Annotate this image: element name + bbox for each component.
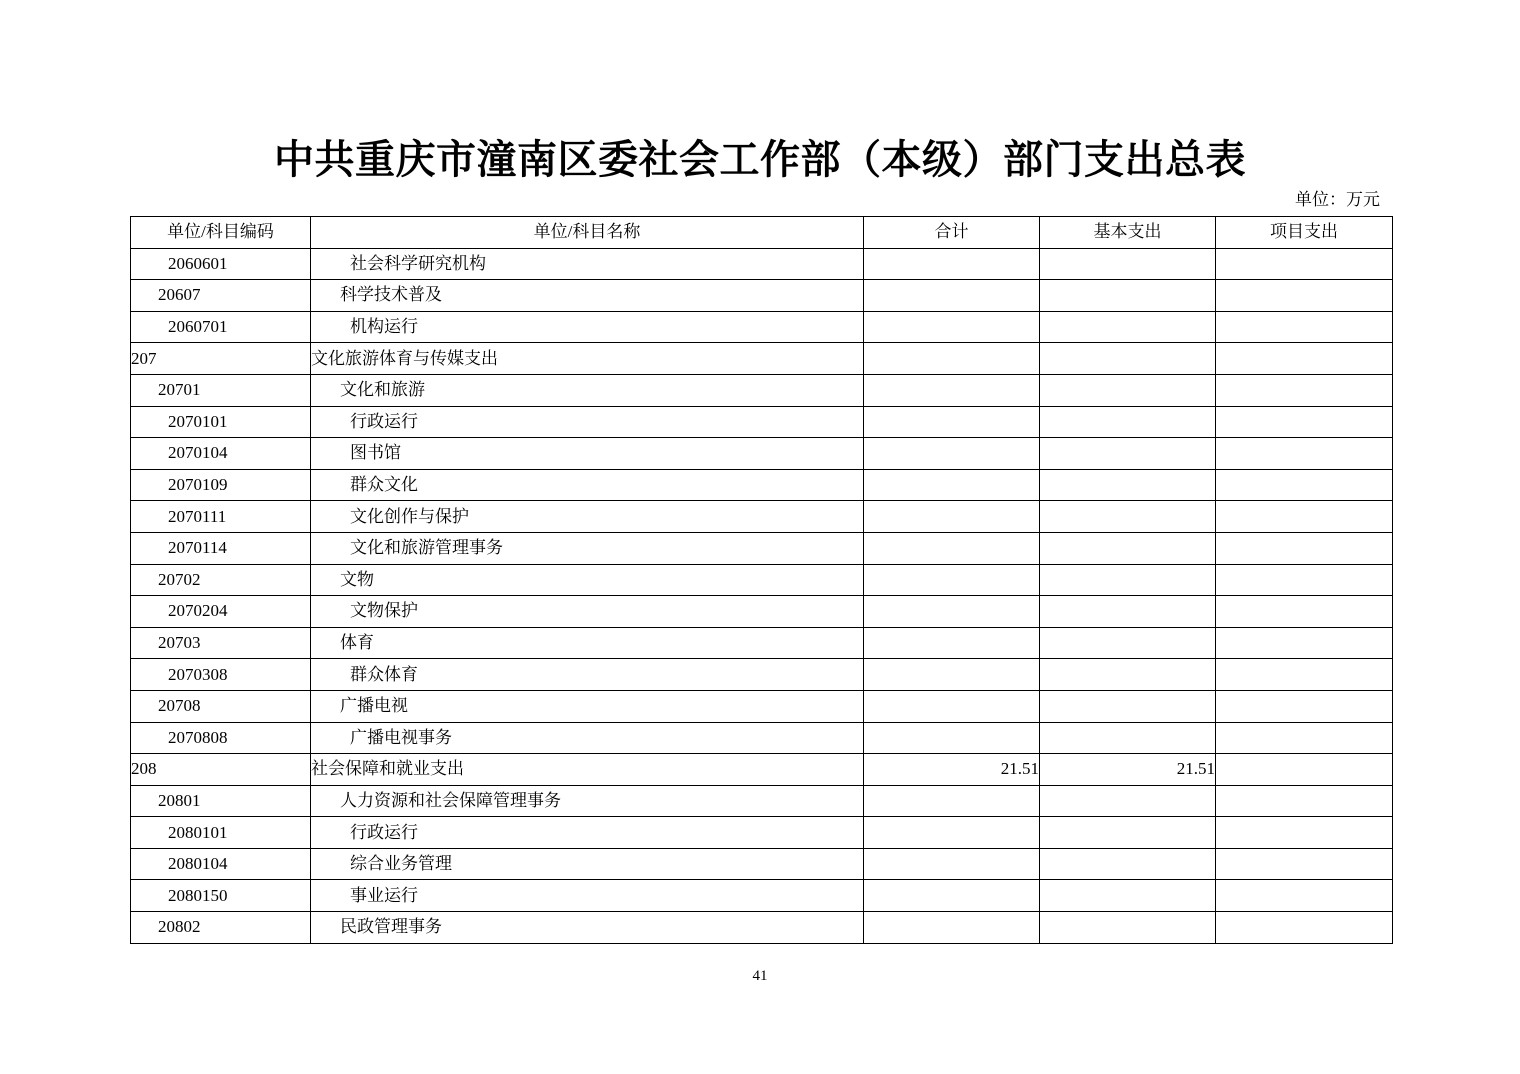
cell-code: 2070808 <box>131 722 311 754</box>
cell-total <box>864 406 1040 438</box>
table-row <box>131 627 1393 659</box>
cell-code: 20703 <box>131 627 311 659</box>
table-header-row <box>131 217 1393 249</box>
cell-name: 文物保护 <box>311 596 864 628</box>
unit-label: 单位：万元 <box>1295 190 1380 209</box>
cell-name: 行政运行 <box>311 406 864 438</box>
cell-total <box>864 722 1040 754</box>
cell-code: 20708 <box>131 690 311 722</box>
cell-project <box>1216 469 1393 501</box>
cell-basic <box>1040 343 1216 375</box>
cell-code: 20802 <box>131 912 311 944</box>
expenditure-table <box>130 216 1393 944</box>
table-row <box>131 817 1393 849</box>
cell-code: 2070204 <box>131 596 311 628</box>
cell-total <box>864 627 1040 659</box>
cell-project <box>1216 785 1393 817</box>
cell-name: 体育 <box>311 627 864 659</box>
cell-basic <box>1040 848 1216 880</box>
cell-basic <box>1040 501 1216 533</box>
cell-code: 2060701 <box>131 311 311 343</box>
cell-basic: 21.51 <box>1040 754 1216 786</box>
cell-basic <box>1040 596 1216 628</box>
header-basic: 基本支出 <box>1040 217 1216 249</box>
cell-project <box>1216 722 1393 754</box>
cell-code: 2060601 <box>131 248 311 280</box>
cell-name: 广播电视事务 <box>311 722 864 754</box>
cell-project <box>1216 754 1393 786</box>
cell-name: 综合业务管理 <box>311 848 864 880</box>
table-row <box>131 374 1393 406</box>
cell-code: 2070101 <box>131 406 311 438</box>
cell-name: 文化创作与保护 <box>311 501 864 533</box>
cell-total <box>864 374 1040 406</box>
cell-code: 208 <box>131 754 311 786</box>
table-row <box>131 722 1393 754</box>
cell-name: 文化旅游体育与传媒支出 <box>311 343 864 375</box>
cell-total <box>864 469 1040 501</box>
cell-name: 社会保障和就业支出 <box>311 754 864 786</box>
cell-project <box>1216 438 1393 470</box>
cell-project <box>1216 406 1393 438</box>
cell-project <box>1216 311 1393 343</box>
cell-project <box>1216 374 1393 406</box>
cell-code: 2070114 <box>131 532 311 564</box>
cell-code: 20801 <box>131 785 311 817</box>
cell-basic <box>1040 817 1216 849</box>
table-row <box>131 690 1393 722</box>
cell-name: 人力资源和社会保障管理事务 <box>311 785 864 817</box>
cell-total <box>864 596 1040 628</box>
cell-basic <box>1040 438 1216 470</box>
cell-code: 2070109 <box>131 469 311 501</box>
cell-total <box>864 912 1040 944</box>
cell-total <box>864 248 1040 280</box>
cell-code: 20701 <box>131 374 311 406</box>
cell-name: 文物 <box>311 564 864 596</box>
cell-total <box>864 280 1040 312</box>
cell-total <box>864 311 1040 343</box>
cell-name: 群众文化 <box>311 469 864 501</box>
cell-basic <box>1040 785 1216 817</box>
cell-total <box>864 343 1040 375</box>
cell-project <box>1216 501 1393 533</box>
cell-project <box>1216 343 1393 375</box>
table-row <box>131 311 1393 343</box>
cell-name: 事业运行 <box>311 880 864 912</box>
cell-total <box>864 564 1040 596</box>
cell-name: 文化和旅游 <box>311 374 864 406</box>
cell-project <box>1216 817 1393 849</box>
cell-basic <box>1040 311 1216 343</box>
table-row <box>131 532 1393 564</box>
cell-code: 2070104 <box>131 438 311 470</box>
table-row <box>131 248 1393 280</box>
table-row <box>131 469 1393 501</box>
table-row <box>131 785 1393 817</box>
cell-project <box>1216 627 1393 659</box>
cell-name: 民政管理事务 <box>311 912 864 944</box>
cell-project <box>1216 596 1393 628</box>
table-row <box>131 406 1393 438</box>
cell-code: 2080101 <box>131 817 311 849</box>
cell-project <box>1216 690 1393 722</box>
cell-total <box>864 690 1040 722</box>
cell-name: 机构运行 <box>311 311 864 343</box>
table-row <box>131 880 1393 912</box>
table-row <box>131 754 1393 786</box>
cell-project <box>1216 848 1393 880</box>
cell-basic <box>1040 564 1216 596</box>
table-row <box>131 659 1393 691</box>
cell-name: 行政运行 <box>311 817 864 849</box>
cell-code: 2070111 <box>131 501 311 533</box>
cell-project <box>1216 248 1393 280</box>
cell-total: 21.51 <box>864 754 1040 786</box>
table-row <box>131 501 1393 533</box>
cell-project <box>1216 880 1393 912</box>
cell-total <box>864 880 1040 912</box>
header-name: 单位/科目名称 <box>311 217 864 249</box>
cell-total <box>864 438 1040 470</box>
cell-basic <box>1040 880 1216 912</box>
cell-name: 图书馆 <box>311 438 864 470</box>
table-row <box>131 848 1393 880</box>
table-row <box>131 912 1393 944</box>
page-title: 中共重庆市潼南区委社会工作部（本级）部门支出总表 <box>274 137 1246 182</box>
cell-basic <box>1040 374 1216 406</box>
cell-code: 2080150 <box>131 880 311 912</box>
cell-basic <box>1040 280 1216 312</box>
cell-basic <box>1040 690 1216 722</box>
cell-name: 文化和旅游管理事务 <box>311 532 864 564</box>
cell-project <box>1216 659 1393 691</box>
cell-code: 2080104 <box>131 848 311 880</box>
cell-total <box>864 817 1040 849</box>
header-project: 项目支出 <box>1216 217 1393 249</box>
cell-code: 207 <box>131 343 311 375</box>
cell-project <box>1216 280 1393 312</box>
cell-code: 20702 <box>131 564 311 596</box>
table-row <box>131 438 1393 470</box>
cell-total <box>864 532 1040 564</box>
cell-basic <box>1040 627 1216 659</box>
cell-basic <box>1040 532 1216 564</box>
cell-basic <box>1040 722 1216 754</box>
cell-name: 群众体育 <box>311 659 864 691</box>
cell-project <box>1216 912 1393 944</box>
cell-total <box>864 785 1040 817</box>
cell-total <box>864 501 1040 533</box>
header-total: 合计 <box>864 217 1040 249</box>
cell-project <box>1216 532 1393 564</box>
cell-project <box>1216 564 1393 596</box>
cell-basic <box>1040 406 1216 438</box>
page-number: 41 <box>752 968 768 984</box>
cell-basic <box>1040 912 1216 944</box>
header-code: 单位/科目编码 <box>131 217 311 249</box>
cell-total <box>864 659 1040 691</box>
table-row <box>131 280 1393 312</box>
cell-name: 科学技术普及 <box>311 280 864 312</box>
cell-name: 广播电视 <box>311 690 864 722</box>
cell-basic <box>1040 248 1216 280</box>
table-row <box>131 343 1393 375</box>
table-row <box>131 596 1393 628</box>
cell-code: 20607 <box>131 280 311 312</box>
cell-name: 社会科学研究机构 <box>311 248 864 280</box>
cell-code: 2070308 <box>131 659 311 691</box>
cell-basic <box>1040 659 1216 691</box>
cell-total <box>864 848 1040 880</box>
table-row <box>131 564 1393 596</box>
cell-basic <box>1040 469 1216 501</box>
table-body <box>131 248 1393 943</box>
